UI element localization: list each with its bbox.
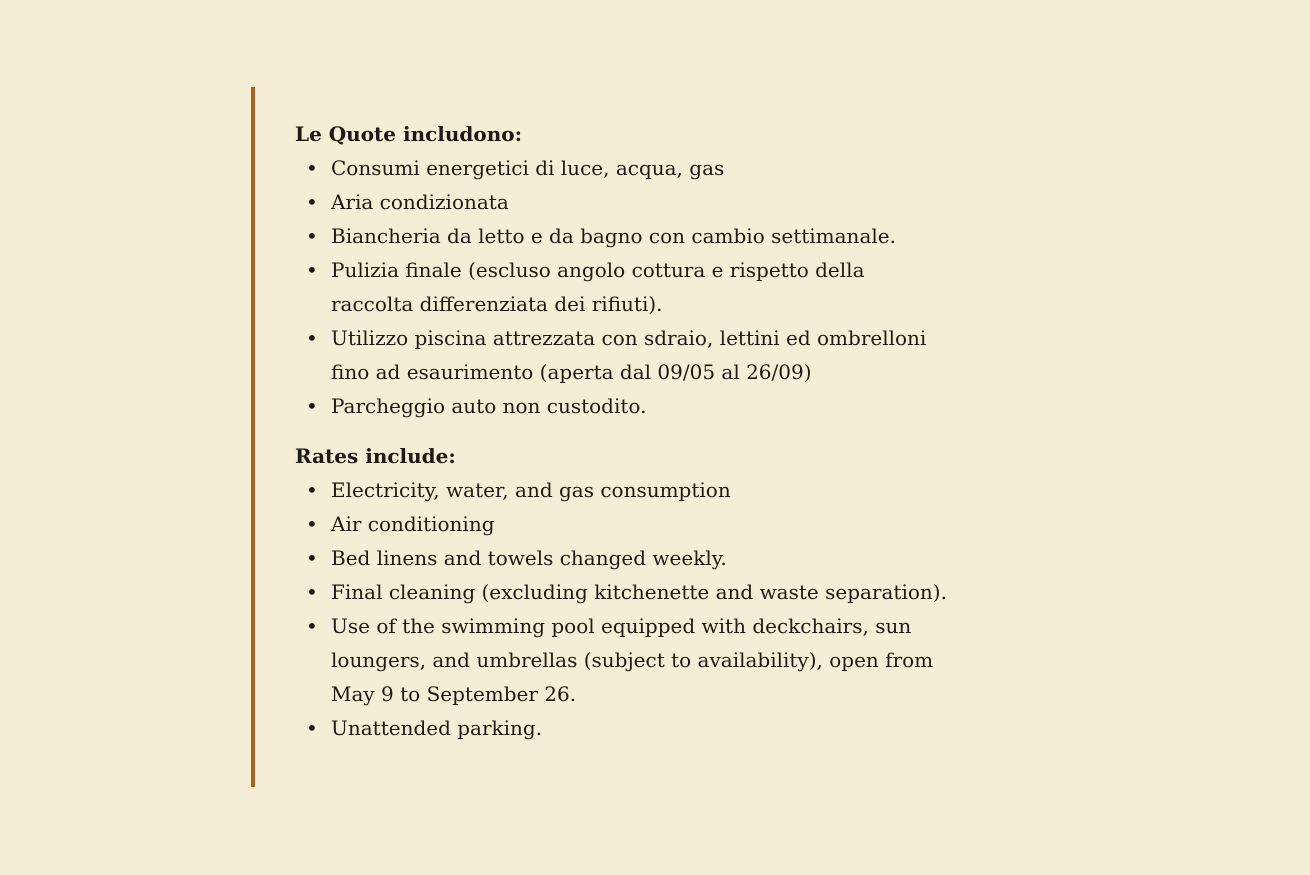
list-item-text: Use of the swimming pool equipped with deckchairs, sun [331,614,912,638]
list-item [295,253,1031,321]
english-section [295,439,1031,745]
list-item [295,609,1031,711]
list-item [295,389,1031,423]
list-item-text: Pulizia finale (escluso angolo cottura e rispetto della [331,258,865,282]
list-item [295,541,1031,575]
list-item-text: Unattended parking. [331,716,543,740]
list-item-text: Consumi energetici di luce, acqua, gas [331,156,725,180]
list-item [295,507,1031,541]
bullet-icon: • [306,478,318,502]
bullet-icon: • [306,190,318,214]
bullet-icon: • [306,716,318,740]
bullet-icon: • [306,258,318,282]
list-item [295,185,1031,219]
list-item-text: Biancheria da letto e da bagno con cambio settimanale. [331,224,896,248]
bullet-icon: • [306,614,318,638]
list-item-text: Bed linens and towels changed weekly. [331,546,727,570]
list-item-text: Final cleaning (excluding kitchenette and waste separation). [331,580,947,604]
bullet-icon: • [306,224,318,248]
list-item [295,711,1031,745]
bullet-icon: • [306,512,318,536]
english-heading: Rates include: [295,444,456,468]
italian-list [295,151,1031,423]
bullet-icon: • [306,156,318,180]
list-item-text: loungers, and umbrellas (subject to availability), open from [331,648,934,672]
list-item [295,473,1031,507]
bullet-icon: • [306,394,318,418]
bullet-icon: • [306,546,318,570]
list-item [295,151,1031,185]
list-item-text: Electricity, water, and gas consumption [331,478,731,502]
list-item-text: Utilizzo piscina attrezzata con sdraio, lettini ed ombrelloni [331,326,927,350]
list-item [295,321,1031,389]
english-list [295,473,1031,745]
rates-panel [251,87,1031,787]
list-item [295,219,1031,253]
list-item-text: Parcheggio auto non custodito. [331,394,647,418]
italian-section [295,117,1031,423]
bullet-icon: • [306,326,318,350]
italian-heading: Le Quote includono: [295,122,523,146]
list-item-text: raccolta differenziata dei rifiuti). [331,292,663,316]
list-item-text: Aria condizionata [331,190,509,214]
list-item-text: Air conditioning [331,512,495,536]
list-item [295,575,1031,609]
list-item-text: May 9 to September 26. [331,682,577,706]
bullet-icon: • [306,580,318,604]
list-item-text: fino ad esaurimento (aperta dal 09/05 al 26/09) [331,360,812,384]
